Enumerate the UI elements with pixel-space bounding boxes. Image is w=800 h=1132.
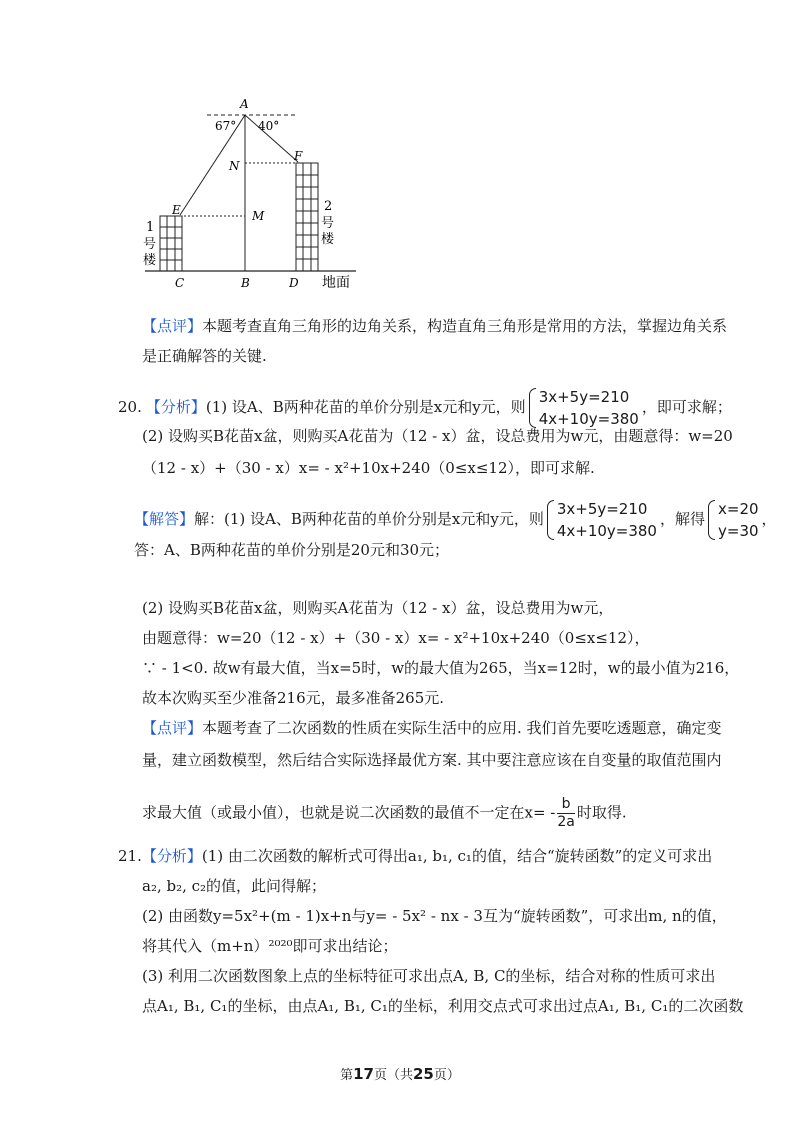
label-angle-left: 67°	[215, 119, 237, 133]
q20-answer-text-5: ∵ - 1<0. 故w有最大值，当x=5时，w的最大值为265，当x=12时，w的最小值为216，	[142, 659, 740, 677]
q20-review-text-3b: 时取得.	[576, 803, 627, 822]
q20-review-tag: 【点评】	[142, 719, 203, 737]
q21-text-6: 点A₁, B₁, C₁的坐标，由点A₁, B₁, C₁的坐标，利用交点式可求出过点A₁, B₁, C₁的二次函数	[142, 997, 744, 1015]
q20-analysis-text-3: （12 - x）+（30 - x）x= - x²+10x+240（0≤x≤12），即可求解.	[142, 459, 595, 477]
q21-analysis-line-4	[142, 936, 398, 956]
q20-answer-text-2: 答：A、B两种花苗的单价分别是20元和30元；	[134, 541, 450, 559]
label-c: C	[175, 276, 185, 290]
answer-equation-system	[547, 498, 657, 542]
building-2	[296, 163, 318, 271]
label-ground: 地面	[322, 275, 350, 291]
review-tag: 【点评】	[142, 317, 203, 335]
page-footer	[0, 1064, 800, 1083]
fraction-numerator: b	[561, 796, 571, 812]
page-number: 17	[353, 1065, 374, 1083]
q19-review-line-2	[142, 346, 267, 366]
label-m: M	[252, 209, 265, 223]
footer-post: 页）	[433, 1068, 460, 1083]
q21-text-1: (1) 由二次函数的解析式可得出a₁, b₁, c₁的值，结合“旋转函数”的定义可求出	[201, 847, 713, 865]
label-building1-2: 号	[143, 237, 157, 252]
label-e: E	[172, 203, 181, 217]
fraction-denominator: 2a	[557, 814, 575, 830]
q21-text-2: a₂, b₂, c₂的值，此问得解；	[142, 877, 327, 895]
q21-analysis-line-2	[142, 876, 326, 896]
q20-answer-line-1	[134, 498, 777, 542]
label-building1-3: 楼	[143, 253, 157, 268]
q21-analysis-line-3	[142, 906, 727, 926]
q21-text-5: (3) 利用二次函数图象上点的坐标特征可求出点A, B, C的坐标，结合对称的性质可求出	[142, 967, 716, 985]
label-building2-1: 2	[324, 199, 333, 214]
q21-analysis-tag: 【分析】	[141, 847, 202, 865]
q19-review-text-2: 是正确解答的关键.	[142, 347, 267, 365]
answer-equation-1: 3x+5y=210	[556, 500, 648, 518]
fraction-b-over-2a	[557, 796, 575, 831]
q20-answer-text-1a: 解：(1) 设A、B两种花苗的单价分别是x元和y元，则	[194, 510, 544, 528]
q20-review-text-1: 本题考查了二次函数的性质在实际生活中的应用. 我们首先要吃透题意，确定变	[202, 719, 722, 737]
q19-review-line-1	[142, 316, 727, 336]
building-1	[160, 216, 182, 271]
label-b: B	[241, 276, 250, 290]
q20-review-text-3a: 求最大值（或最小值），也就是说二次函数的最值不一定在x= -	[142, 803, 556, 822]
q21-text-3: (2) 由函数y=5x²+(m - 1)x+n与y= - 5x² - nx - 3互为“旋转函数”，可求出m, n的值，	[142, 907, 727, 925]
q20-review-text-2: 量，建立函数模型，然后结合实际选择最优方案. 其中要注意应该在自变量的取值范围内	[142, 751, 722, 769]
q20-number: 20.	[118, 398, 142, 416]
q20-review-line-2	[142, 750, 722, 770]
total-pages: 25	[413, 1065, 434, 1083]
label-f: F	[294, 149, 303, 163]
q20-answer-line-2	[134, 540, 449, 560]
equation-system	[529, 386, 639, 430]
q21-analysis-line-1	[118, 846, 712, 866]
label-building1-1: 1	[146, 220, 155, 235]
q20-review-line-3	[142, 796, 627, 831]
q20-answer-line-3	[142, 598, 613, 618]
solution-2: y=30	[718, 522, 759, 540]
q20-analysis-text-1a: (1) 设A、B两种花苗的单价分别是x元和y元，则	[205, 398, 526, 416]
q20-answer-line-4	[142, 628, 650, 648]
equation-2: 4x+10y=380	[538, 410, 639, 428]
q19-review-text-1: 本题考查直角三角形的边角关系，构造直角三角形是常用的方法，掌握边角关系	[202, 317, 728, 335]
label-building2-2: 号	[321, 216, 335, 231]
q20-analysis-text-1b: ，即可求解；	[641, 398, 732, 416]
answer-tag: 【解答】	[134, 510, 195, 528]
label-d: D	[289, 276, 299, 290]
q20-answer-line-5	[142, 658, 739, 678]
q21-number: 21.	[118, 847, 142, 865]
footer-pre: 第	[340, 1068, 354, 1083]
solution-system	[708, 498, 759, 542]
label-angle-right: 40°	[258, 119, 280, 133]
q20-analysis-text-2: (2) 设购买B花苗x盆，则购买A花苗为（12 - x）盆，设总费用为w元，由题意得：w=20	[142, 427, 733, 445]
geometry-figure	[0, 0, 800, 300]
q20-answer-text-1c: ，	[761, 510, 777, 528]
q20-analysis-line-2	[142, 426, 733, 446]
q20-answer-text-1b: ，解得	[659, 510, 705, 528]
q20-answer-text-4: 由题意得：w=20（12 - x）+（30 - x）x= - x²+10x+240（0≤x≤12），	[142, 629, 650, 647]
label-a: A	[240, 97, 249, 111]
q21-analysis-line-5	[142, 966, 715, 986]
solution-1: x=20	[718, 500, 759, 518]
footer-mid: 页（共	[373, 1068, 413, 1083]
label-n: N	[229, 159, 240, 173]
q20-answer-line-6	[142, 688, 444, 708]
q21-text-4: 将其代入（m+n）²⁰²⁰即可求出结论；	[142, 937, 398, 955]
q20-analysis-line-1	[118, 386, 732, 430]
equation-1: 3x+5y=210	[538, 388, 630, 406]
label-building2-3: 楼	[321, 232, 335, 247]
q20-answer-text-3: (2) 设购买B花苗x盆，则购买A花苗为（12 - x）盆，设总费用为w元，	[142, 599, 614, 617]
analysis-tag: 【分析】	[145, 398, 206, 416]
q21-analysis-line-6	[142, 996, 743, 1016]
q20-answer-text-6: 故本次购买至少准备216元，最多准备265元.	[142, 689, 445, 707]
answer-equation-2: 4x+10y=380	[556, 522, 657, 540]
q20-review-line-1	[142, 718, 722, 738]
q20-analysis-line-3	[142, 458, 595, 478]
